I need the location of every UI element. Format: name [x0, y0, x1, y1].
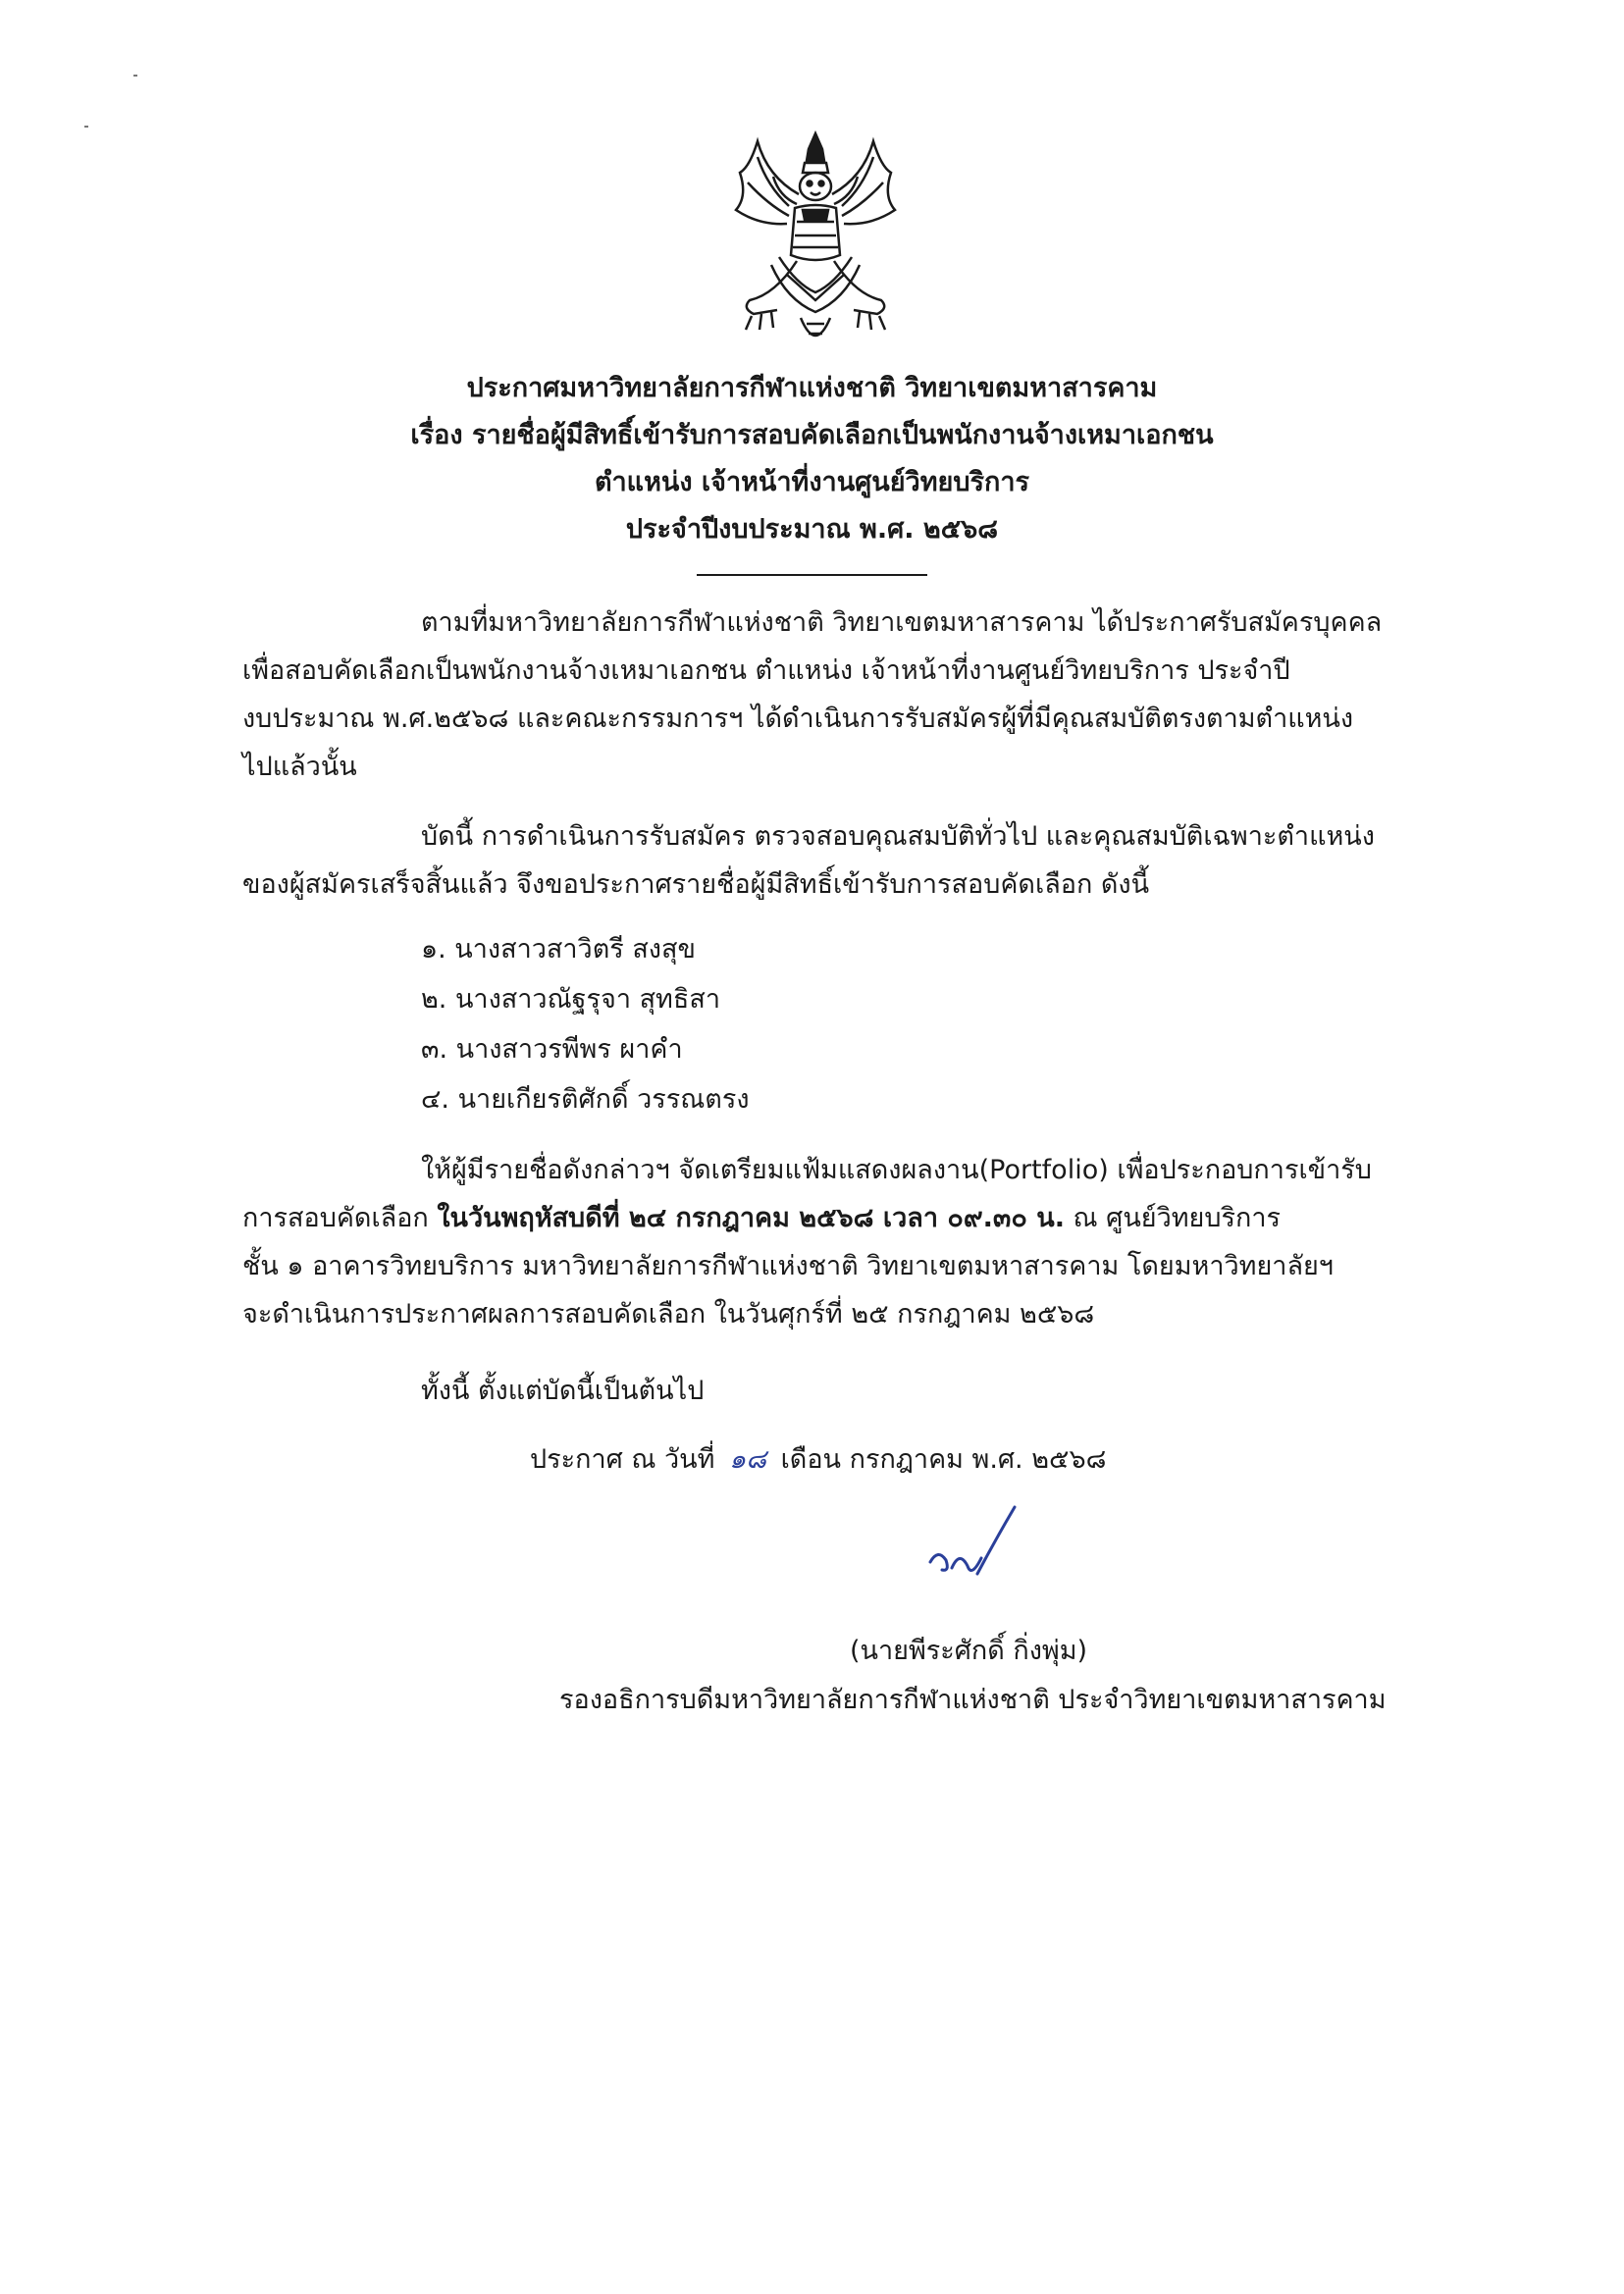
subject-line: เรื่อง รายชื่อผู้มีสิทธิ์เข้ารับการสอบคัดเลือกเป็นพนักงานจ้างเหมาเอกชน — [410, 420, 1214, 450]
exam-date-time: ในวันพฤหัสบดีที่ ๒๔ กรกฎาคม ๒๕๖๘ เวลา ๐๙.๓๐ น. — [437, 1203, 1065, 1233]
paragraph-status — [242, 812, 1420, 909]
paragraph-line: ให้ผู้มีรายชื่อดังกล่าวฯ จัดเตรียมแฟ้มแสดงผลงาน(Portfolio) เพื่อประกอบการเข้ารับ — [421, 1155, 1372, 1185]
announce-suffix: เดือน กรกฎาคม พ.ศ. ๒๕๖๘ — [780, 1444, 1107, 1475]
handwritten-day: ๑๘ — [729, 1444, 766, 1475]
title-line: ประกาศมหาวิทยาลัยการกีฬาแห่งชาติ วิทยาเขตมหาสารคาม — [466, 373, 1158, 403]
paragraph-line: จะดำเนินการประกาศผลการสอบคัดเลือก ในวันศุกร์ที่ ๒๕ กรกฎาคม ๒๕๖๘ — [242, 1299, 1095, 1329]
list-item: ๑. นางสาวสาวิตรี สงสุข — [421, 934, 696, 965]
paragraph-line: ตามที่มหาวิทยาลัยการกีฬาแห่งชาติ วิทยาเขตมหาสารคาม ได้ประกาศรับสมัครบุคคล — [421, 607, 1383, 638]
position-line: ตำแหน่ง เจ้าหน้าที่งานศูนย์วิทยบริการ — [594, 467, 1029, 497]
scan-speck — [84, 126, 88, 128]
paragraph-line: งบประมาณ พ.ศ.๒๕๖๘ และคณะกรรมการฯ ได้ดำเนินการรับสมัครผู้ที่มีคุณสมบัติตรงตามตำแหน่ง — [242, 704, 1354, 734]
closing-statement: ทั้งนี้ ตั้งแต่บัดนี้เป็นต้นไป — [421, 1376, 705, 1406]
paragraph-line — [242, 1194, 1420, 1242]
signer-name: (นายพีระศักดิ์ กิ่งพุ่ม) — [850, 1636, 1088, 1666]
list-item: ๓. นางสาวรพีพร ผาคำ — [421, 1034, 683, 1065]
list-item: ๒. นางสาวณัฐรุจา สุทธิสา — [421, 984, 720, 1015]
paragraph-line: ของผู้สมัครเสร็จสิ้นแล้ว จึงขอประกาศรายชื่อผู้มีสิทธิ์เข้ารับการสอบคัดเลือก ดังนี้ — [242, 869, 1150, 900]
paragraph-exam-details — [242, 1146, 1420, 1338]
announcement-title — [0, 365, 1624, 553]
garuda-emblem-icon — [728, 128, 903, 355]
paragraph-line: ไปแล้วนั้น — [242, 752, 357, 782]
paragraph-line: บัดนี้ การดำเนินการรับสมัคร ตรวจสอบคุณสมบัติทั่วไป และคุณสมบัติเฉพาะตำแหน่ง — [421, 821, 1375, 852]
title-divider — [697, 574, 927, 576]
fiscal-year-line: ประจำปีงบประมาณ พ.ศ. ๒๕๖๘ — [625, 514, 999, 545]
exam-location: ณ ศูนย์วิทยบริการ — [1064, 1203, 1282, 1233]
announce-prefix: ประกาศ ณ วันที่ — [530, 1444, 715, 1475]
candidate-list — [421, 924, 750, 1124]
exam-prefix: การสอบคัดเลือก — [242, 1203, 438, 1233]
paragraph-line: ชั้น ๑ อาคารวิทยบริการ มหาวิทยาลัยการกีฬาแห่งชาติ วิทยาเขตมหาสารคาม โดยมหาวิทยาลัยฯ — [242, 1251, 1334, 1281]
list-item: ๔. นายเกียรติศักดิ์ วรรณตรง — [421, 1084, 750, 1115]
handwritten-signature-icon — [913, 1501, 1040, 1599]
signer-position: รองอธิการบดีมหาวิทยาลัยการกีฬาแห่งชาติ ประจำวิทยาเขตมหาสารคาม — [559, 1685, 1387, 1715]
announcement-date — [530, 1437, 1106, 1480]
paragraph-intro — [242, 599, 1420, 791]
paragraph-line: เพื่อสอบคัดเลือกเป็นพนักงานจ้างเหมาเอกชน ตำแหน่ง เจ้าหน้าที่งานศูนย์วิทยบริการ ประจำปี — [242, 655, 1290, 686]
scan-speck — [133, 75, 137, 77]
